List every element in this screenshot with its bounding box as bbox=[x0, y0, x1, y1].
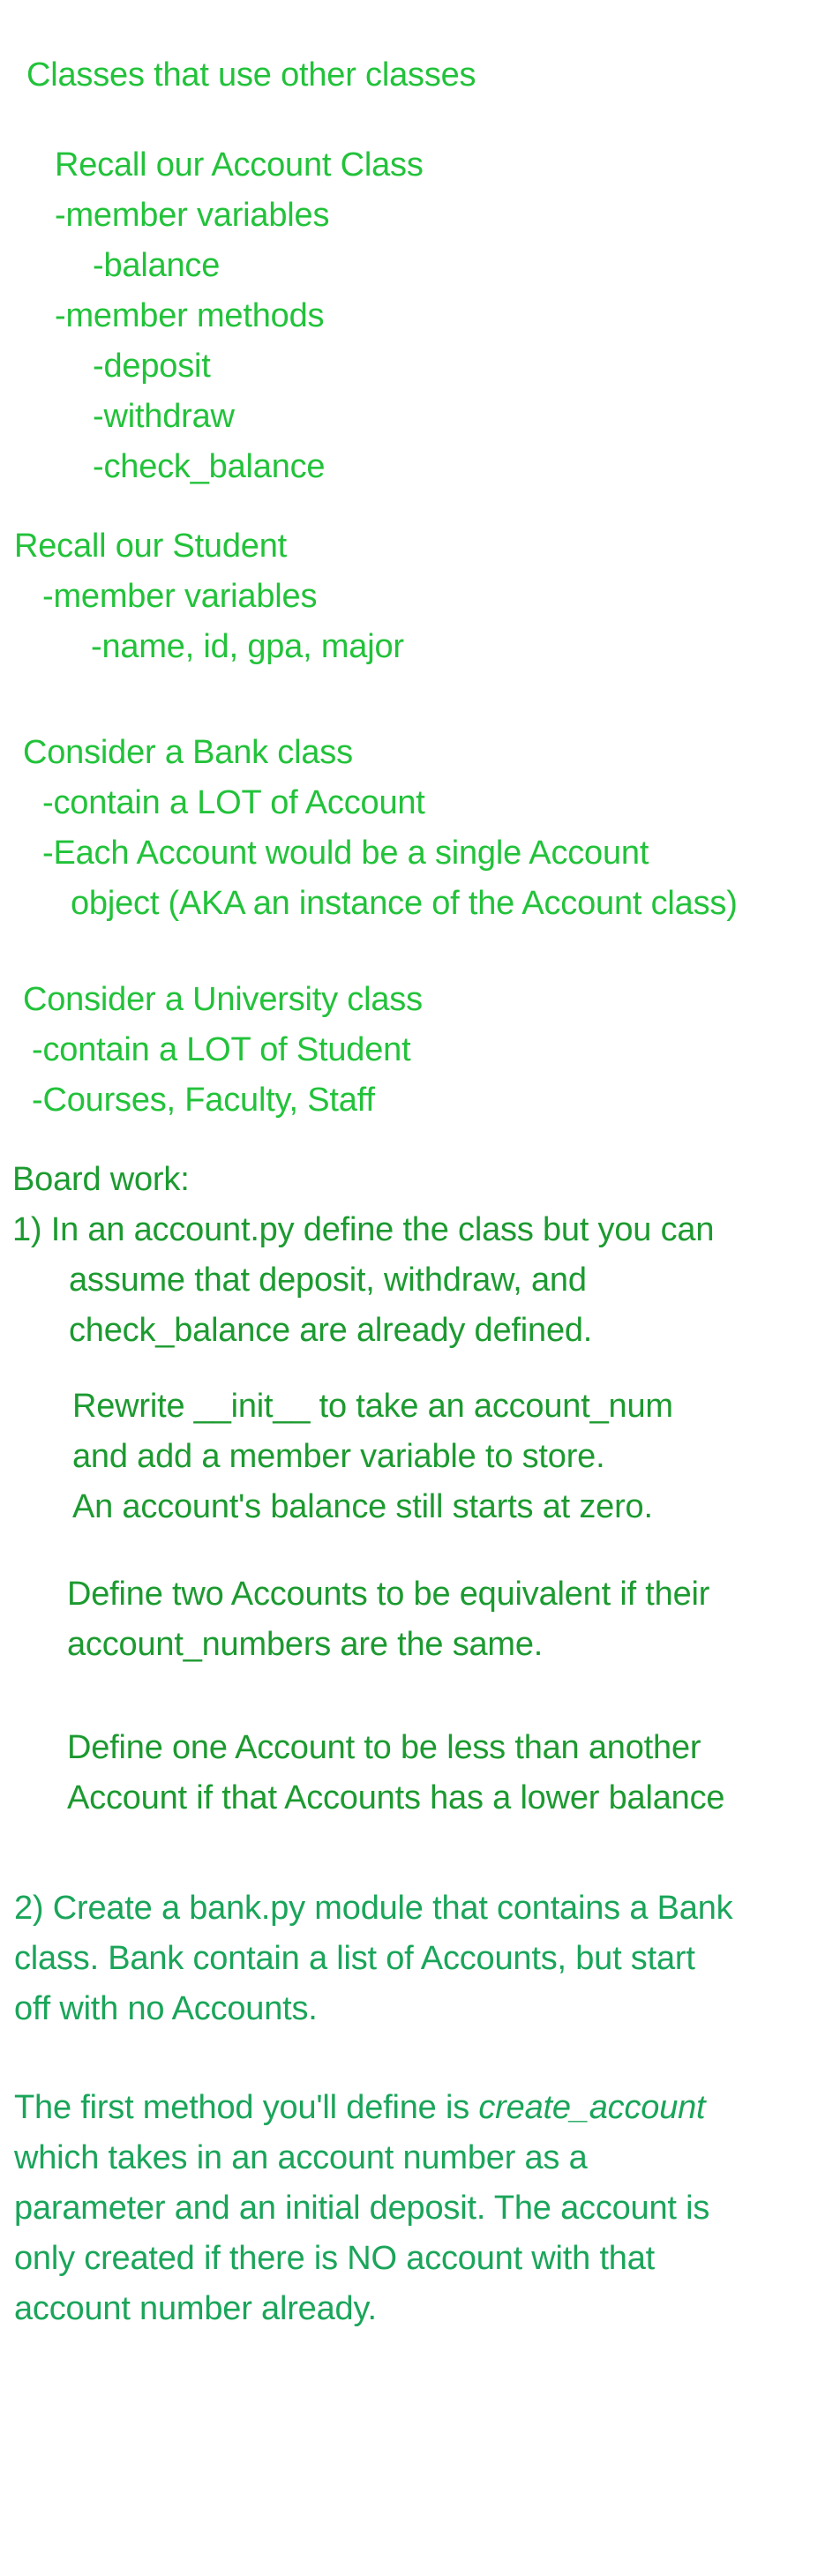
account-method-deposit: -deposit bbox=[93, 348, 211, 385]
create-account-line-1 bbox=[14, 2087, 705, 2128]
university-heading: Consider a University class bbox=[23, 981, 423, 1018]
university-line-2: -Courses, Faculty, Staff bbox=[32, 1082, 375, 1119]
bank-line-2: -Each Account would be a single Account bbox=[42, 835, 649, 872]
task1-line-3: check_balance are already defined. bbox=[69, 1312, 593, 1349]
bank-line-1: -contain a LOT of Account bbox=[42, 784, 425, 821]
task2-line-2: class. Bank contain a list of Accounts, but start bbox=[14, 1940, 695, 1977]
init-note-line-3: An account's balance still starts at zero. bbox=[72, 1488, 653, 1525]
task2-line-1: 2) Create a bank.py module that contains a Bank bbox=[14, 1890, 733, 1927]
university-line-1: -contain a LOT of Student bbox=[32, 1031, 411, 1068]
student-recall-heading: Recall our Student bbox=[14, 528, 288, 565]
page-title: Classes that use other classes bbox=[26, 56, 476, 94]
task2-line-3: off with no Accounts. bbox=[14, 1990, 318, 2027]
create-account-prefix: The first method you'll define is bbox=[14, 2089, 479, 2126]
init-note-line-2: and add a member variable to store. bbox=[72, 1438, 605, 1475]
init-note-line-1: Rewrite __init__ to take an account_num bbox=[72, 1388, 673, 1425]
create-account-method-name: create_account bbox=[478, 2089, 706, 2126]
account-recall-heading: Recall our Account Class bbox=[55, 146, 424, 183]
account-vars-label: -member variables bbox=[55, 197, 330, 234]
create-account-line-4: only created if there is NO account with that bbox=[14, 2240, 656, 2277]
student-vars: -name, id, gpa, major bbox=[91, 628, 404, 665]
bank-heading: Consider a Bank class bbox=[23, 734, 353, 771]
task1-line-1: 1) In an account.py define the class but you can bbox=[12, 1211, 715, 1248]
lt-note-line-2: Account if that Accounts has a lower balance bbox=[67, 1779, 725, 1816]
account-method-check-balance: -check_balance bbox=[93, 448, 326, 485]
account-var-balance: -balance bbox=[93, 247, 221, 284]
create-account-line-5: account number already. bbox=[14, 2290, 377, 2327]
eq-note-line-1: Define two Accounts to be equivalent if their bbox=[67, 1576, 710, 1613]
lt-note-line-1: Define one Account to be less than another bbox=[67, 1729, 701, 1766]
bank-line-3: object (AKA an instance of the Account class) bbox=[71, 885, 738, 922]
eq-note-line-2: account_numbers are the same. bbox=[67, 1626, 544, 1663]
task1-line-2: assume that deposit, withdraw, and bbox=[69, 1262, 587, 1299]
account-method-withdraw: -withdraw bbox=[93, 398, 235, 435]
create-account-line-3: parameter and an initial deposit. The account is bbox=[14, 2190, 710, 2227]
student-vars-label: -member variables bbox=[42, 578, 318, 615]
create-account-line-2: which takes in an account number as a bbox=[14, 2139, 588, 2176]
board-work-heading: Board work: bbox=[12, 1161, 190, 1198]
account-methods-label: -member methods bbox=[55, 297, 325, 334]
